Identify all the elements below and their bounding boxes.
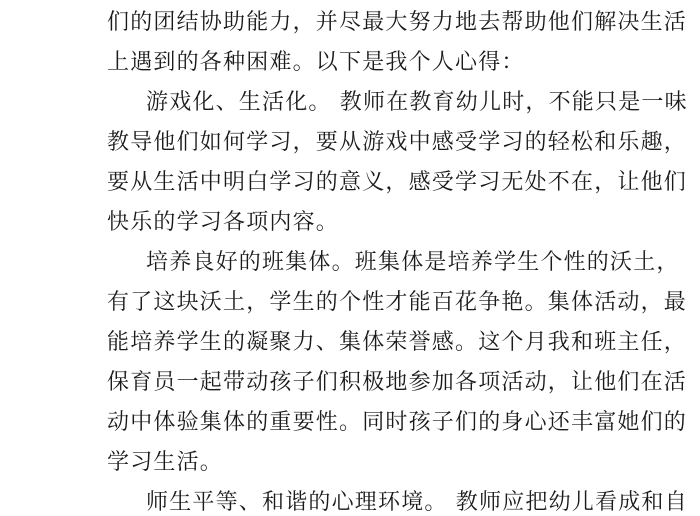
paragraph-first-line: 游戏化、生活化。 教师在教育幼儿时，不能只是一味 [146, 90, 688, 115]
text-line: 快乐的学习各项内容。 [107, 210, 340, 235]
text-line: 能培养学生的凝聚力、集体荣誉感。这个月我和班主任， [107, 330, 688, 355]
text-line: 学习生活。 [107, 450, 224, 475]
text-line: 们的团结协助能力，并尽最大努力地去帮助他们解决生活 [107, 10, 688, 35]
text-line: 保育员一起带动孩子们积极地参加各项活动，让他们在活 [107, 370, 688, 395]
paragraph-first-line: 师生平等、和谐的心理环境。 教师应把幼儿看成和自 [146, 490, 688, 515]
text-line: 动中体验集体的重要性。同时孩子们的身心还丰富她们的 [107, 410, 688, 435]
paragraph-first-line: 培养良好的班集体。班集体是培养学生个性的沃土， [146, 250, 680, 275]
text-line: 上遇到的各种困难。以下是我个人心得： [107, 50, 525, 75]
text-line: 要从生活中明白学习的意义，感受学习无处不在，让他们 [107, 170, 688, 195]
text-line: 教导他们如何学习，要从游戏中感受学习的轻松和乐趣， [107, 130, 688, 155]
text-line: 有了这块沃土，学生的个性才能百花争艳。集体活动，最 [107, 290, 688, 315]
